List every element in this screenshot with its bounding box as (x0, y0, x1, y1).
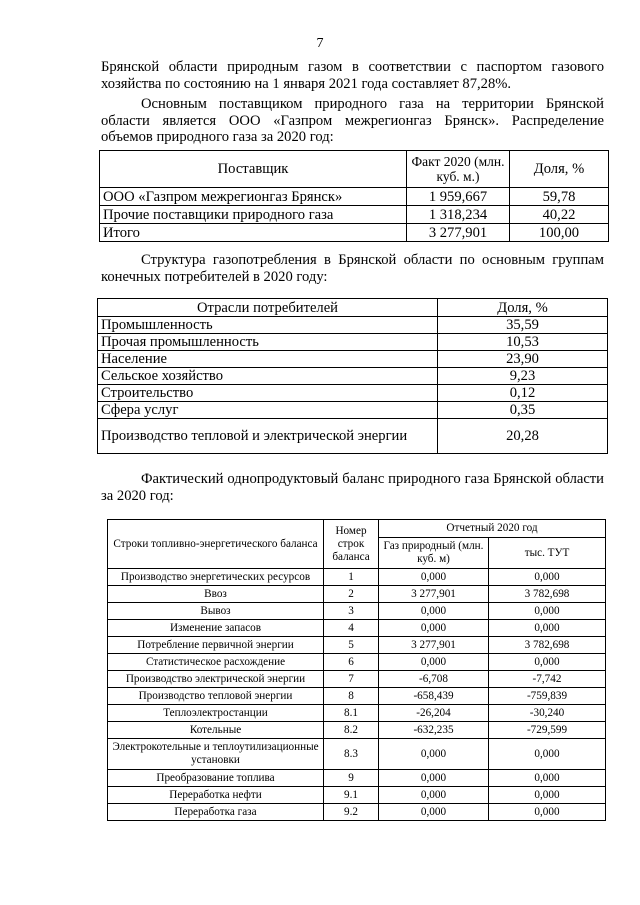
row-num: 7 (324, 671, 379, 688)
table-row (98, 419, 608, 454)
supplier-table (99, 150, 609, 242)
table-row (108, 603, 606, 620)
supplier-name: ООО «Газпром межрегионгаз Брянск» (100, 188, 407, 206)
branch-share: 9,23 (438, 368, 608, 385)
row-num: 9.2 (324, 804, 379, 821)
row-tut: 0,000 (489, 787, 606, 804)
table-row (108, 654, 606, 671)
row-name: Теплоэлектростанции (108, 705, 324, 722)
row-tut: -729,599 (489, 722, 606, 739)
row-name: Производство энергетических ресурсов (108, 569, 324, 586)
row-gas: -6,708 (379, 671, 489, 688)
row-gas: -26,204 (379, 705, 489, 722)
table-row (108, 586, 606, 603)
row-num: 9.1 (324, 787, 379, 804)
col-share: Доля, % (510, 151, 609, 188)
table-row (108, 770, 606, 787)
row-num: 8.3 (324, 739, 379, 770)
col-branch: Отрасли потребителей (98, 299, 438, 317)
row-gas: 0,000 (379, 654, 489, 671)
row-tut: 0,000 (489, 620, 606, 637)
col-gas: Газ природный (млн. куб. м) (379, 538, 489, 569)
row-gas: 0,000 (379, 569, 489, 586)
row-num: 9 (324, 770, 379, 787)
row-gas: 3 277,901 (379, 637, 489, 654)
table-row (98, 368, 608, 385)
table-header-row (108, 520, 606, 538)
row-num: 3 (324, 603, 379, 620)
row-tut: 0,000 (489, 739, 606, 770)
branch-name: Население (98, 351, 438, 368)
table-row (108, 671, 606, 688)
balance-table (107, 519, 606, 821)
consumer-paragraph: Структура газопотребления в Брянской области по основным группам конечных потребителей в 2020 году: (101, 252, 604, 285)
row-num: 8.2 (324, 722, 379, 739)
page-number: 7 (316, 36, 324, 51)
table-row (100, 224, 609, 242)
row-tut: 3 782,698 (489, 637, 606, 654)
balance-paragraph: Фактический однопродуктовый баланс природного газа Брянской области за 2020 год: (101, 471, 604, 504)
table-row (98, 317, 608, 334)
row-name: Преобразование топлива (108, 770, 324, 787)
supplier-name: Итого (100, 224, 407, 242)
supplier-share: 100,00 (510, 224, 609, 242)
col-share: Доля, % (438, 299, 608, 317)
supplier-fact: 1 959,667 (407, 188, 510, 206)
table-row (108, 739, 606, 770)
row-name: Вывоз (108, 603, 324, 620)
supplier-share: 40,22 (510, 206, 609, 224)
branch-name: Сфера услуг (98, 402, 438, 419)
branch-share: 0,12 (438, 385, 608, 402)
row-num: 8 (324, 688, 379, 705)
branch-share: 0,35 (438, 402, 608, 419)
row-name: Ввоз (108, 586, 324, 603)
row-name: Переработка нефти (108, 787, 324, 804)
branch-name: Сельское хозяйство (98, 368, 438, 385)
table-row (108, 620, 606, 637)
supplier-paragraph: Основным поставщиком природного газа на территории Брянской области является ООО «Газпром межрегионгаз Брянск». Распределение объемов природного газа за 2020 год: (101, 96, 604, 145)
table-row (100, 206, 609, 224)
branch-name: Производство тепловой и электрической энергии (98, 419, 438, 454)
row-tut: 0,000 (489, 569, 606, 586)
col-report: Отчетный 2020 год (379, 520, 606, 538)
branch-share: 10,53 (438, 334, 608, 351)
table-row (108, 804, 606, 821)
branch-name: Строительство (98, 385, 438, 402)
table-row (108, 705, 606, 722)
row-tut: 3 782,698 (489, 586, 606, 603)
table-header-row (98, 299, 608, 317)
table-row (108, 787, 606, 804)
table-row (108, 688, 606, 705)
row-gas: -632,235 (379, 722, 489, 739)
table-header-row (100, 151, 609, 188)
table-row (108, 722, 606, 739)
col-supplier: Поставщик (100, 151, 407, 188)
row-gas: -658,439 (379, 688, 489, 705)
row-num: 1 (324, 569, 379, 586)
col-tut: тыс. ТУТ (489, 538, 606, 569)
supplier-share: 59,78 (510, 188, 609, 206)
col-rows: Строки топливно-энергетического баланса (108, 520, 324, 569)
row-tut: 0,000 (489, 654, 606, 671)
row-tut: -7,742 (489, 671, 606, 688)
row-name: Изменение запасов (108, 620, 324, 637)
row-gas: 3 277,901 (379, 586, 489, 603)
row-name: Переработка газа (108, 804, 324, 821)
table-row (108, 637, 606, 654)
row-gas: 0,000 (379, 770, 489, 787)
row-gas: 0,000 (379, 620, 489, 637)
branch-name: Прочая промышленность (98, 334, 438, 351)
row-gas: 0,000 (379, 804, 489, 821)
table-row (98, 385, 608, 402)
row-gas: 0,000 (379, 787, 489, 804)
col-num: Номер строк баланса (324, 520, 379, 569)
branch-share: 23,90 (438, 351, 608, 368)
table-row (98, 334, 608, 351)
branch-share: 20,28 (438, 419, 608, 454)
branch-share: 35,59 (438, 317, 608, 334)
row-name: Производство тепловой энергии (108, 688, 324, 705)
row-tut: 0,000 (489, 804, 606, 821)
col-fact: Факт 2020 (млн. куб. м.) (407, 151, 510, 188)
row-num: 2 (324, 586, 379, 603)
row-tut: -759,839 (489, 688, 606, 705)
row-gas: 0,000 (379, 739, 489, 770)
row-name: Статистическое расхождение (108, 654, 324, 671)
row-name: Потребление первичной энергии (108, 637, 324, 654)
row-tut: -30,240 (489, 705, 606, 722)
row-num: 8.1 (324, 705, 379, 722)
supplier-fact: 3 277,901 (407, 224, 510, 242)
row-num: 6 (324, 654, 379, 671)
row-gas: 0,000 (379, 603, 489, 620)
table-row (108, 569, 606, 586)
row-tut: 0,000 (489, 603, 606, 620)
consumer-table (97, 298, 608, 454)
table-row (98, 402, 608, 419)
supplier-name: Прочие поставщики природного газа (100, 206, 407, 224)
branch-name: Промышленность (98, 317, 438, 334)
intro-paragraph: Брянской области природным газом в соответствии с паспортом газового хозяйства по состоянию на 1 января 2021 года составляет 87,28%. (101, 59, 604, 92)
supplier-fact: 1 318,234 (407, 206, 510, 224)
row-name: Электрокотельные и теплоутилизационные установки (108, 739, 324, 770)
row-num: 4 (324, 620, 379, 637)
row-tut: 0,000 (489, 770, 606, 787)
row-name: Производство электрической энергии (108, 671, 324, 688)
table-row (98, 351, 608, 368)
table-row (100, 188, 609, 206)
row-name: Котельные (108, 722, 324, 739)
row-num: 5 (324, 637, 379, 654)
